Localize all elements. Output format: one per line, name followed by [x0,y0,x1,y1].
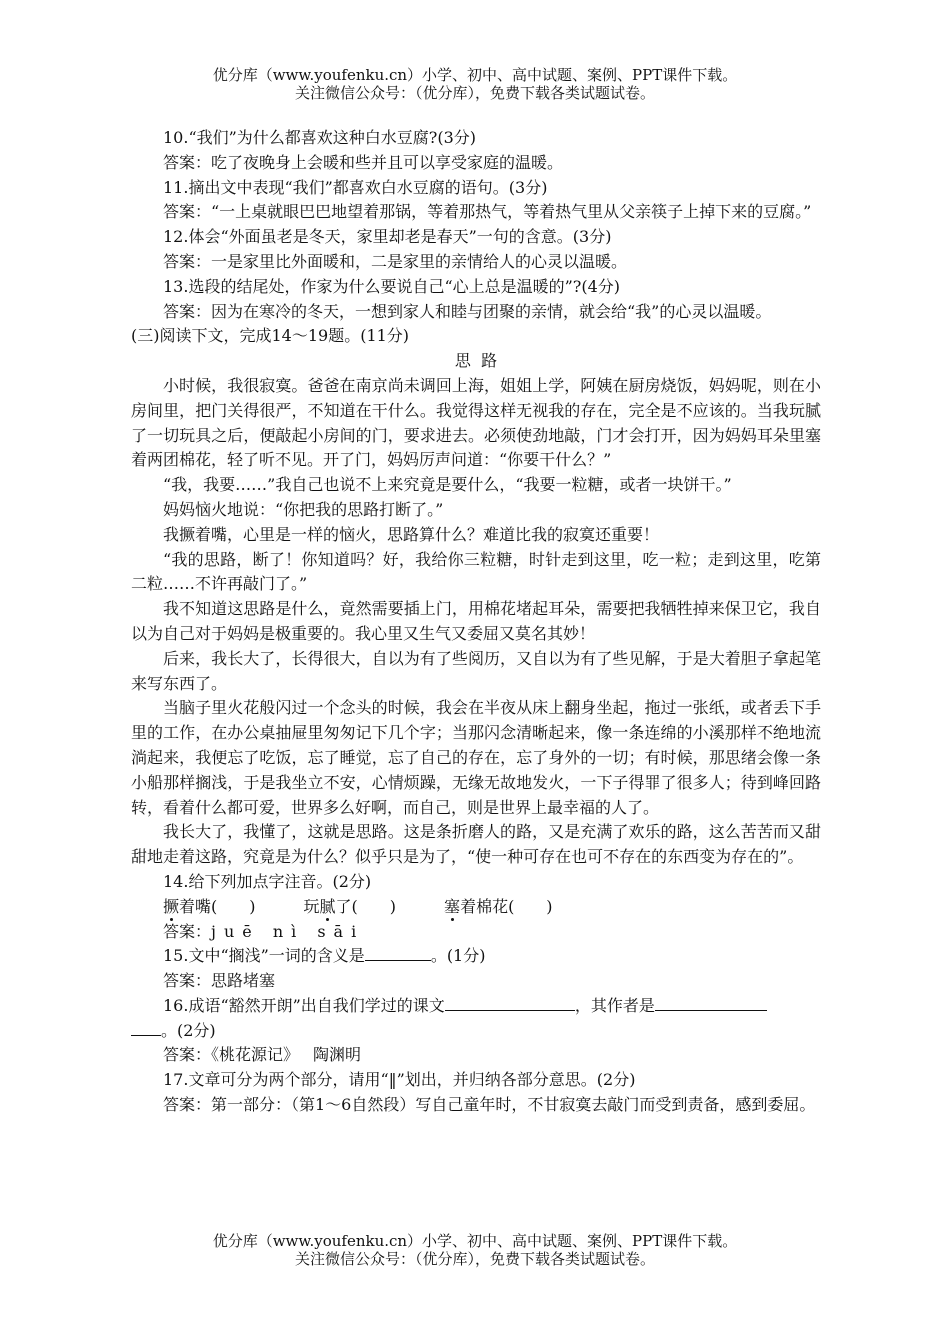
footer-line-2: 关注微信公众号：（优分库），免费下载各类试题试卷。 [294,1250,655,1268]
q14-question: 14.给下列加点字注音。(2分) [163,871,372,891]
q16-answer-title: 答案：《桃花源记》 [163,1045,300,1065]
q14-answer-pinyin: juē nì sāi [211,921,365,941]
q13-question: 13.选段的结尾处，作家为什么要说自己“心上总是温暖的”?(4分) [163,276,621,296]
dotted-char: 塞 [444,896,461,916]
q15-answer: 答案：思路堵塞 [163,971,276,991]
q10-answer: 答案：吃了夜晚身上会暖和些并且可以享受家庭的温暖。 [163,152,564,172]
q16-answer [131,1043,821,1068]
q15-question-score: 。(1分) [430,946,486,966]
q11-answer: 答案：“一上桌就眼巴巴地望着那锅，等着那热气，等着热气里从父亲筷子上掉下来的豆腐。” [163,202,812,222]
passage-paragraph-8: 当脑子里火花般闪过一个念头的时候，我会在半夜从床上翻身坐起，拖过一张纸，或者丢下手里的工作，在办公桌抽屉里匆匆记下几个字；当那闪念清晰起来，像一条连绵的小溪那样不绝地流淌起来，我便忘了吃饭，忘了睡觉，忘了自己的存在，忘了身外的一切；有时候，那思绪会像一条小船那样搁浅，于是我坐立不安，心情烦躁，无缘无故地发火，一下子得罪了很多人；待到峰回路转，看着什么都可爱，世界多么好啊，而自己，则是世界上最幸福的人了。 [131,698,821,817]
q15-question [131,944,821,969]
passage-title: 思 路 [454,351,498,371]
q15-question-text: 15.文中“搁浅”一词的含义是 [163,946,365,966]
answer-label: 答案： [163,921,212,941]
q14-answer [131,920,821,945]
header-line-1: 优分库（www.youfenku.cn）小学、初中、高中试题、案例、PPT课件下载。 [212,66,738,84]
footer-line-1: 优分库（www.youfenku.cn）小学、初中、高中试题、案例、PPT课件下载。 [212,1232,738,1250]
q16-question [131,994,821,1019]
q14-item-1 [163,897,256,916]
page-header [0,66,950,102]
passage-paragraph-2: “我，我要……”我自己也说不上来究竟是要什么，“我要一粒糖，或者一块饼干。” [163,475,732,495]
q12-question: 12.体会“外面虽老是冬天，家里却老是春天”一句的含意。(3分) [163,227,612,247]
q14-item-3-rest: 着棉花( ) [460,896,553,916]
q10-question: 10.“我们”为什么都喜欢这种白水豆腐?(3分) [163,128,477,147]
q11-question: 11.摘出文中表现“我们”都喜欢白水豆腐的语句。(3分) [163,177,548,197]
header-line-2: 关注微信公众号：（优分库），免费下载各类试题试卷。 [294,84,655,102]
q12-answer: 答案：一是家里比外面暖和，二是家里的亲情给人的心灵以温暖。 [163,251,628,271]
passage-paragraph-1: 小时候，我很寂寞。爸爸在南京尚未调回上海，姐姐上学，阿姨在厨房烧饭，妈妈呢，则在小房间里，把门关得很严，不知道在干什么。我觉得这样无视我的存在，完全是不应该的。当我玩腻了一切玩具之后，便敲起小房间的门，要求进去。必须使劲地敲，门才会打开，因为妈妈耳朵里塞着两团棉花，轻了听不见。开了门，妈妈厉声问道：“你要干什么？” [131,375,821,470]
q14-item-2-rest: 了( ) [335,896,397,916]
dotted-char: 腻 [319,896,336,916]
q14-item-3 [444,897,553,916]
passage-paragraph-4: 我撅着嘴，心里是一样的恼火，思路算什么？难道比我的寂寞还重要！ [163,524,660,544]
passage-paragraph-9: 我长大了，我懂了，这就是思路。这是条折磨人的路，又是充满了欢乐的路，这么苦苦而又甜甜地走着这路，究竟是为什么？似乎只是为了，“使一种可存在也可不存在的东西变为存在的”。 [131,822,821,867]
q16-question-mid: ，其作者是 [574,995,655,1015]
passage-paragraph-3: 妈妈恼火地说：“你把我的思路打断了。” [163,499,444,519]
q14-item-2-pre: 玩 [303,896,320,916]
q16-question-score: 。(2分) [161,1020,216,1040]
q17-question: 17.文章可分为两个部分，请用“‖”划出，并归纳各部分意思。(2分) [163,1070,636,1090]
page-footer [0,1232,950,1268]
q16-question-text: 16.成语“豁然开朗”出自我们学过的课文 [163,995,445,1015]
passage-paragraph-5: “我的思路，断了！你知道吗？好，我给你三粒糖，时针走到这里，吃一粒；走到这里，吃第二粒……不许再敲门了。” [131,549,821,594]
section-heading: (三)阅读下文，完成14～19题。(11分) [131,326,410,346]
blank-line [445,994,575,1011]
passage-paragraph-7: 后来，我长大了，长得很大，自以为有了些阅历，又自以为有了些见解，于是大着胆子拿起笔来写东西了。 [131,648,821,693]
q13-answer: 答案：因为在寒冷的冬天，一想到家人和睦与团聚的亲情，就会给“我”的心灵以温暖。 [163,301,772,321]
passage-paragraph-6: 我不知道这思路是什么，竟然需要插上门，用棉花堵起耳朵，需要把我牺牲掉来保卫它，我自以为自己对于妈妈是极重要的。我心里又生气又委屈又莫名其妙！ [131,599,821,643]
dotted-char: 撅 [163,896,180,916]
q16-question-cont [131,1019,821,1044]
q14-item-1-rest: 着嘴( ) [179,896,256,916]
q17-answer: 答案：第一部分：（第1～6自然段）写自己童年时，不甘寂寞去敲门而受到责备，感到委屈。 [163,1095,816,1115]
document-body [131,126,821,1118]
q14-item-2 [304,897,397,916]
q16-answer-author: 陶渊明 [313,1045,362,1065]
blank-line [365,944,431,961]
q14-items [131,895,821,920]
blank-line [655,994,767,1011]
blank-line [131,1019,161,1036]
